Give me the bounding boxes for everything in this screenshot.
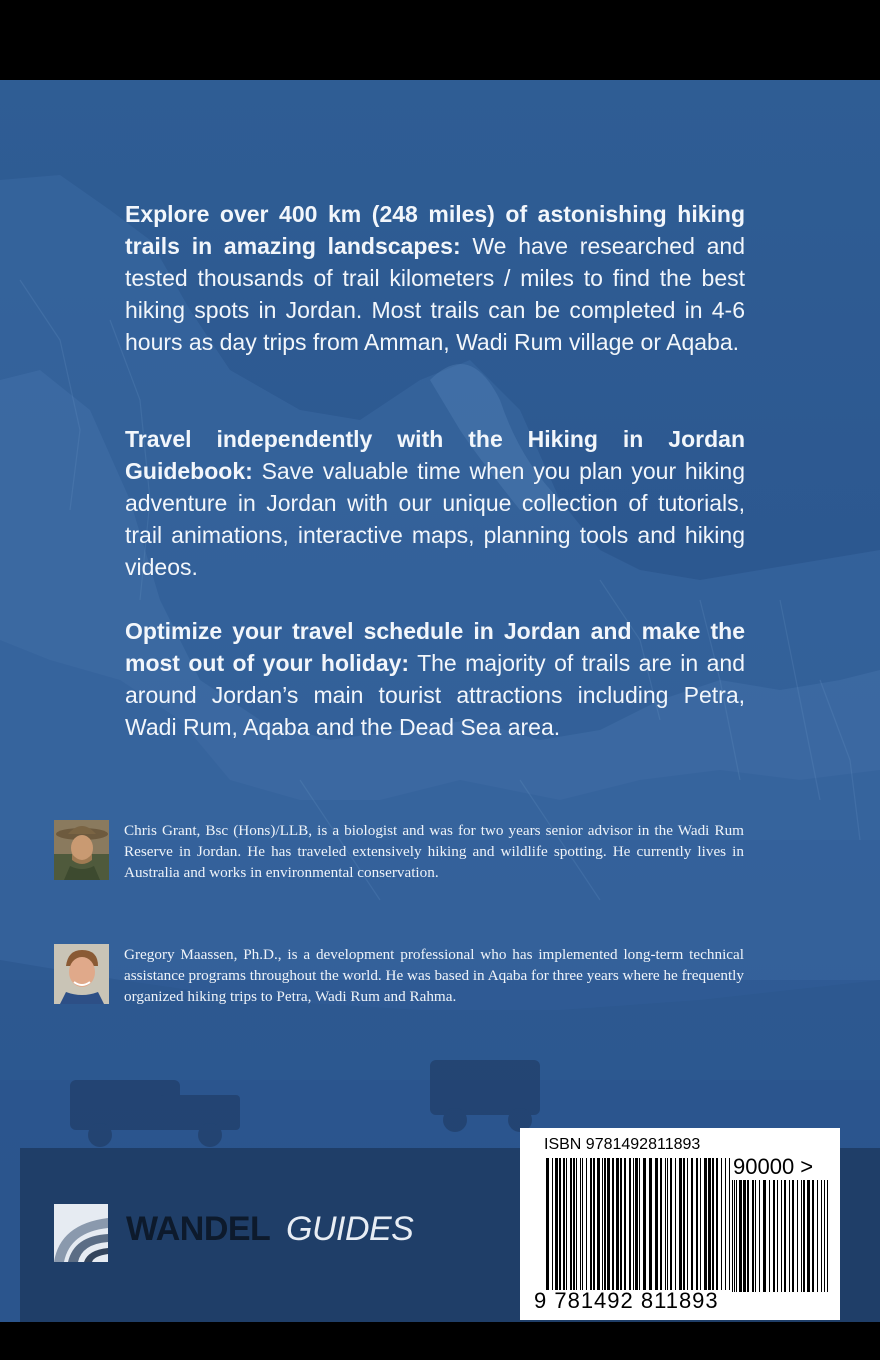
barcode-bar: [784, 1180, 786, 1292]
barcode-bar: [696, 1158, 698, 1290]
barcode-bar: [777, 1180, 778, 1292]
barcode-bar: [639, 1158, 640, 1290]
barcode-bar: [629, 1158, 631, 1290]
book-back-cover: [0, 80, 880, 1322]
barcode-bar: [792, 1180, 794, 1292]
barcode-bar: [704, 1158, 707, 1290]
barcode-bar: [821, 1180, 822, 1292]
barcode-bar: [604, 1158, 606, 1290]
barcode-bar: [607, 1158, 610, 1290]
barcode-bar: [763, 1180, 766, 1292]
publisher-logo: [54, 1204, 414, 1264]
barcode-bar: [732, 1180, 733, 1292]
isbn-barcode: [520, 1128, 840, 1320]
author-photo-chris-grant: [54, 820, 109, 880]
ean-barcode-bars: [546, 1158, 730, 1290]
barcode-bar: [797, 1180, 798, 1292]
barcode-bar: [624, 1158, 626, 1290]
barcode-bar: [597, 1158, 600, 1290]
barcode-bar: [679, 1158, 682, 1290]
barcode-bar: [555, 1158, 558, 1290]
barcode-bar: [712, 1158, 714, 1290]
barcode-bar: [649, 1158, 652, 1290]
barcode-bar: [752, 1180, 754, 1292]
blurb-heading-2: Travel independently with the Hiking in Jordan Guidebook:: [125, 426, 745, 484]
barcode-bar: [759, 1180, 760, 1292]
barcode-bar: [716, 1158, 718, 1290]
barcode-bar: [747, 1180, 749, 1292]
barcode-bar: [743, 1180, 746, 1292]
blurb-body-2: Save valuable time when you plan your hiking adventure in Jordan with our unique collection of tutorials, trail animations, interactive maps, planning tools and hiking videos.: [125, 458, 745, 580]
barcode-bar: [546, 1158, 549, 1290]
blurb-heading-3: Optimize your travel schedule in Jordan and make the most out of your holiday:: [125, 618, 745, 676]
barcode-bar: [633, 1158, 634, 1290]
barcode-bar: [655, 1158, 658, 1290]
bottom-black-border: [0, 1322, 880, 1360]
barcode-bar: [736, 1180, 737, 1292]
barcode-bar: [660, 1158, 662, 1290]
addon-barcode-bars: [732, 1180, 828, 1292]
top-black-border: [0, 0, 880, 80]
barcode-bar: [552, 1158, 553, 1290]
barcode-bar: [612, 1158, 614, 1290]
barcode-bar: [559, 1158, 561, 1290]
publisher-name-bold: WANDEL: [126, 1210, 271, 1248]
barcode-bar: [824, 1180, 825, 1292]
barcode-bar: [573, 1158, 575, 1290]
barcode-bar: [616, 1158, 619, 1290]
barcode-bar: [807, 1180, 810, 1292]
price-code: 90000 >: [733, 1154, 814, 1179]
barcode-bar: [570, 1158, 572, 1290]
barcode-bar: [635, 1158, 638, 1290]
blurb-paragraph-3: [125, 615, 745, 743]
barcode-bar: [670, 1158, 672, 1290]
barcode-bar: [643, 1158, 646, 1290]
barcode-bar: [667, 1158, 668, 1290]
blurb-body-1: We have researched and tested thousands of trail kilometers / miles to find the best hiking spots in Jordan. Most trails can be completed in 4-6 hours as day trips from Amman, Wadi Rum village or Aqaba.: [125, 233, 745, 355]
barcode-bar: [739, 1180, 742, 1292]
barcode-bar: [590, 1158, 592, 1290]
barcode-bar: [812, 1180, 814, 1292]
blurb-body-3: The majority of trails are in and around Jordan’s main tourist attractions including Petra, Wadi Rum, Aqaba and the Dead Sea area.: [125, 650, 745, 740]
barcode-bar: [773, 1180, 775, 1292]
barcode-bar: [665, 1158, 666, 1290]
barcode-bar: [580, 1158, 581, 1290]
barcode-bar: [734, 1180, 735, 1292]
barcode-bar: [729, 1158, 730, 1290]
barcode-bar: [620, 1158, 622, 1290]
blurb-heading-1: Explore over 400 km (248 miles) of astonishing hiking trails in amazing landscapes:: [125, 201, 745, 259]
barcode-bar: [721, 1158, 722, 1290]
blurb-paragraph-1: [125, 198, 745, 358]
barcode-bar: [769, 1180, 770, 1292]
barcode-bar: [586, 1158, 587, 1290]
barcode-bar: [700, 1158, 701, 1290]
barcode-bar: [789, 1180, 790, 1292]
wandel-logo-icon: [54, 1204, 108, 1262]
barcode-bar: [687, 1158, 688, 1290]
barcode-bar: [708, 1158, 711, 1290]
author-photo-gregory-maassen: [54, 944, 109, 1004]
barcode-bar: [755, 1180, 756, 1292]
barcode-bar: [781, 1180, 782, 1292]
barcode-bar: [563, 1158, 565, 1290]
barcode-bar: [803, 1180, 805, 1292]
barcode-bar: [602, 1158, 603, 1290]
barcode-bar: [725, 1158, 726, 1290]
barcode-bar: [801, 1180, 802, 1292]
barcode-bar: [566, 1158, 567, 1290]
publisher-name-light: GUIDES: [286, 1210, 414, 1248]
barcode-bar: [675, 1158, 676, 1290]
author-bio-text-1: Chris Grant, Bsc (Hons)/LLB, is a biologist and was for two years senior advisor in the Wadi Rum Reserve in Jordan. He has traveled extensively hiking and wildlife spotting. He currently lives in Australia and works in environmental conservation.: [124, 822, 744, 881]
author-bio-text-2: Gregory Maassen, Ph.D., is a development professional who has implemented long-term technical assistance programs throughout the world. He was based in Aqaba for three years where he frequently organized hiking trips to Petra, Wadi Rum and Rahma.: [124, 946, 744, 1005]
isbn-label: ISBN 9781492811893: [544, 1136, 701, 1153]
barcode-bar: [593, 1158, 595, 1290]
blurb-paragraph-2: [125, 423, 745, 583]
barcode-bar: [683, 1158, 685, 1290]
barcode-bar: [817, 1180, 818, 1292]
barcode-bar: [582, 1158, 583, 1290]
barcode-bar: [827, 1180, 828, 1292]
barcode-bar: [576, 1158, 577, 1290]
barcode-bar: [691, 1158, 693, 1290]
ean-digits: 9 781492 811893: [534, 1288, 719, 1313]
